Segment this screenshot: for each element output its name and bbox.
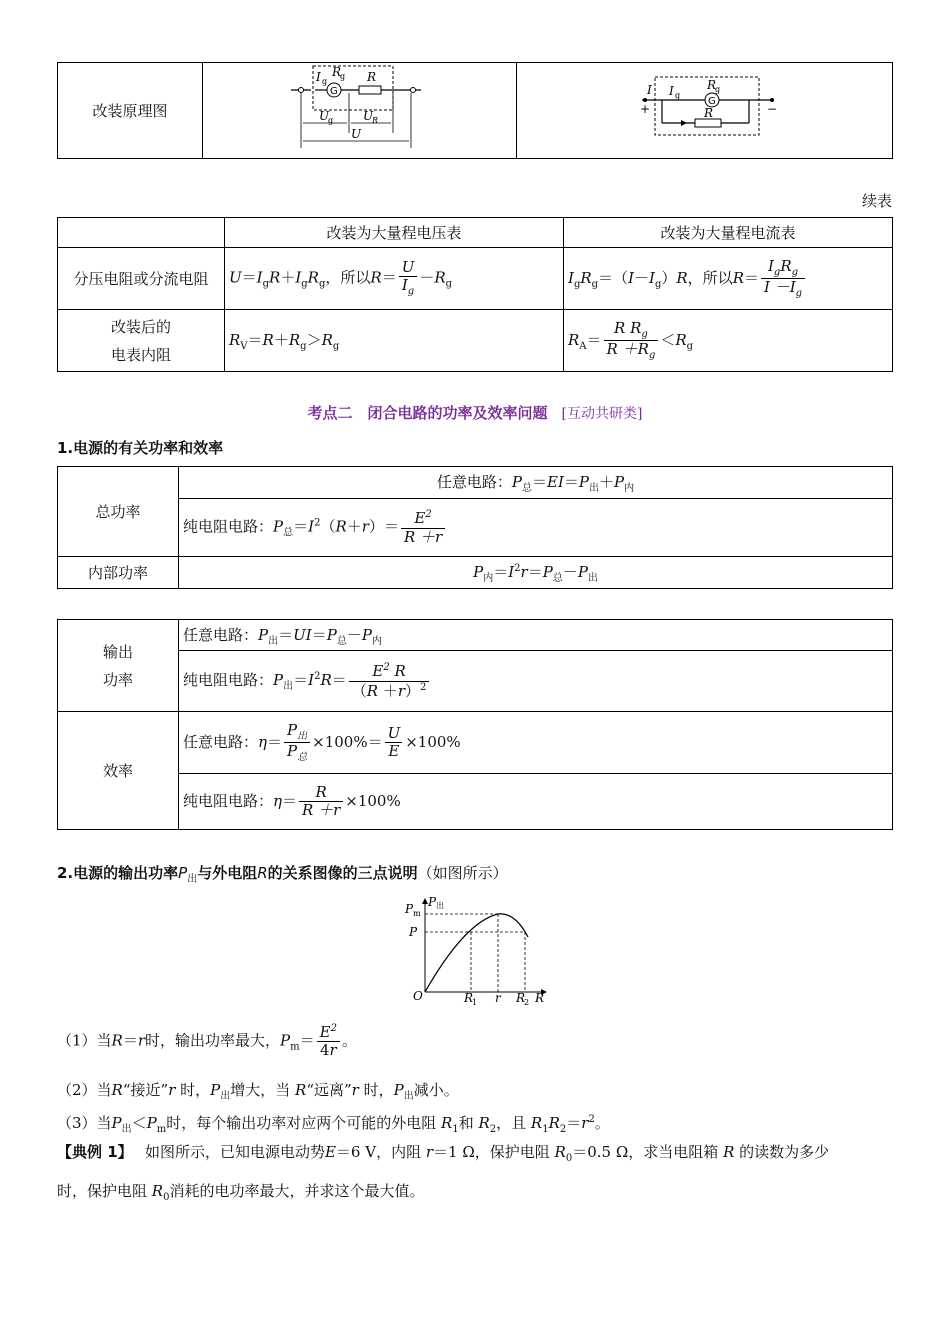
svg-text:O: O	[413, 989, 423, 1003]
svg-text:I: I	[647, 83, 652, 97]
galvanometer-symbol: G	[330, 86, 338, 97]
section-tag: [互动共研类]	[561, 406, 643, 422]
svg-text:g: g	[322, 77, 328, 86]
svg-text:I: I	[669, 84, 674, 98]
output-power-pure-circuit: 纯电阻电路：$P_出=I^2R=$ $\frac{E^2 R}{(R +r)^2}$	[179, 651, 893, 712]
total-power-any-circuit: 任意电路：$P_总=EI=P_出+P_内$	[179, 467, 893, 499]
efficiency-any-circuit: 任意电路：η＝ $\frac{P_出}{P_总}$ ×100%＝ $\frac{U}{E}$ ×100%	[179, 712, 893, 774]
svg-text:g: g	[715, 85, 721, 94]
svg-text:m: m	[413, 909, 421, 918]
svg-text:出: 出	[436, 901, 444, 910]
svg-text:G: G	[708, 96, 716, 107]
ammeter-circuit-cell	[517, 63, 893, 159]
power-curve	[425, 914, 528, 992]
heading-power-efficiency: 1.电源的有关功率和效率	[57, 439, 224, 457]
output-power-any-circuit: 任意电路：$P_出=UI=P_总-P_内$	[179, 620, 893, 651]
svg-text:1: 1	[472, 998, 478, 1007]
continued-label: 续表	[861, 192, 892, 210]
svg-text:g: g	[675, 91, 681, 100]
efficiency-pure-circuit: 纯电阻电路：η＝ $\frac{R}{R +r}$ ×100%	[179, 774, 893, 830]
svg-text:I: I	[316, 70, 321, 84]
svg-text:U: U	[319, 109, 330, 123]
svg-text:U: U	[363, 109, 374, 123]
total-power-label: 总功率	[58, 467, 179, 557]
voltmeter-circuit-cell	[203, 63, 517, 159]
resistor-row-label: 分压电阻或分流电阻	[58, 248, 225, 310]
svg-text:R: R	[372, 116, 379, 125]
output-power-label: 输出 功率	[58, 620, 179, 712]
svg-text:R: R	[332, 65, 342, 79]
note-3: （3）当$P_出<P_m$时，每个输出功率对应两个可能的外电阻 $R_1$和 $R_2$，且 $R_1R_2=r^2$。	[57, 1114, 610, 1135]
principle-label: 改装原理图	[58, 63, 203, 159]
svg-text:R: R	[704, 106, 714, 120]
svg-text:P: P	[428, 895, 437, 909]
svg-text:g: g	[328, 116, 334, 125]
svg-text:U: U	[351, 127, 362, 141]
heading-output-graph: 2.电源的输出功率$P_出$与外电阻R的关系图像的三点说明（如图所示）	[57, 864, 508, 885]
ammeter-circuit-diagram	[517, 63, 892, 158]
total-power-pure-circuit: 纯电阻电路：$P_总=I^2(R+r)=$ $\frac{E^2}{R +r}$	[179, 499, 893, 557]
voltmeter-resistor-formula: $U=I_gR+I_gR_g$，所以R＝ $\frac{U}{I_g}$ $-R_g$	[225, 248, 564, 310]
ammeter-internal-resistance: $R_A=$ $\frac{R R_g}{R +R_g}$ $<R_g$	[564, 310, 893, 372]
section-title: 考点二 闭合电路的功率及效率问题 [互动共研类]	[307, 404, 643, 422]
power-table	[57, 466, 893, 589]
svg-text:R: R	[464, 991, 474, 1005]
internal-power-formula: $P_内=I^2r=P_总-P_出$	[179, 557, 893, 589]
output-power-graph	[395, 892, 555, 1010]
svg-text:R: R	[535, 991, 545, 1005]
internal-resistance-row-label: 改装后的 电表内阻	[58, 310, 225, 372]
svg-text:+: +	[640, 102, 651, 116]
svg-text:2: 2	[524, 998, 530, 1007]
ammeter-column-header: 改装为大量程电流表	[564, 218, 893, 248]
efficiency-label: 效率	[58, 712, 179, 830]
svg-text:P: P	[409, 925, 418, 939]
empty-header-cell	[58, 218, 225, 248]
modification-table	[57, 217, 893, 372]
voltmeter-internal-resistance: $R_V=R+R_g>R_g$	[225, 310, 564, 372]
principle-diagram-table	[57, 62, 893, 159]
output-efficiency-table	[57, 619, 893, 830]
svg-text:−: −	[767, 102, 778, 116]
internal-power-label: 内部功率	[58, 557, 179, 589]
svg-text:P: P	[405, 902, 414, 916]
svg-text:R: R	[367, 70, 377, 84]
note-2: （2）当R“接近”r 时，$P_出$增大，当 R“远离”r 时，$P_出$减小。	[57, 1081, 459, 1102]
voltmeter-column-header: 改装为大量程电压表	[225, 218, 564, 248]
note-1: （1）当R＝r时，输出功率最大，$P_m=$ $\frac{E^2}{4r}$ 。	[57, 1023, 357, 1060]
example-1: 【典例 1】 如图所示，已知电源电动势E＝6 V，内阻 r＝1 Ω，保护电阻 $R_0=0.5$ Ω，求当电阻箱 R 的读数为多少 时，保护电阻 $R_0$消耗的电功率最大，并求这个最大值。	[57, 1143, 830, 1203]
svg-text:g: g	[340, 72, 346, 81]
voltmeter-circuit-diagram	[203, 63, 516, 158]
svg-text:R: R	[516, 991, 526, 1005]
ammeter-resistor-formula: $I_gR_g=(I-I_g)R$，所以R＝ $\frac{I_gR_g}{I -I_g}$	[564, 248, 893, 310]
svg-text:r: r	[495, 991, 501, 1005]
svg-text:R: R	[707, 78, 717, 92]
example-tag: 【典例 1】	[57, 1143, 126, 1161]
